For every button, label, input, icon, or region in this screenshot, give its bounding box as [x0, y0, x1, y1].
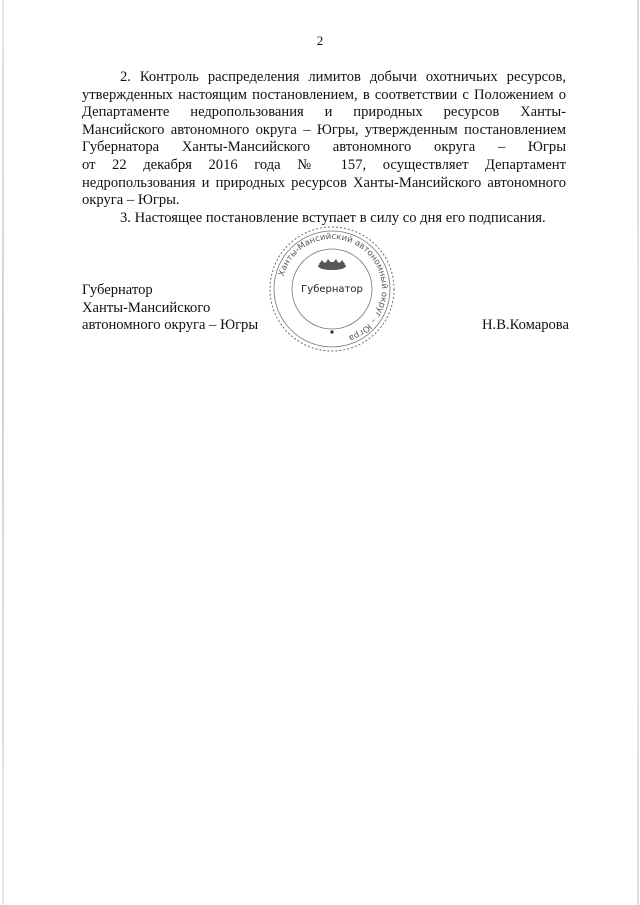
scan-edge-left	[2, 0, 4, 905]
emblem-icon	[318, 259, 346, 270]
seal-ring-text: Ханты-Мансийский автономный округ – Югра	[276, 231, 390, 343]
seal-star-icon	[330, 330, 333, 333]
official-seal	[267, 224, 397, 354]
paragraph-2-line: Департаменте недропользования и природных ресурсов Ханты-	[82, 104, 566, 121]
page-number: 2	[316, 33, 324, 48]
seal-center-text: Губернатор	[301, 284, 363, 295]
paragraph-2-line: недропользования и природных ресурсов Ханты-Мансийского автономного	[82, 174, 566, 191]
scan-edge-right	[637, 0, 639, 905]
paragraph-2-line: Губернатора Ханты-Мансийского автономного округа – Югры	[82, 139, 566, 156]
paragraph-2-line: 2. Контроль распределения лимитов добычи охотничьих ресурсов,	[120, 69, 566, 85]
signer-title-line: Губернатор	[82, 282, 153, 298]
signer-title-line: автономного округа – Югры	[82, 317, 259, 334]
paragraph-2-line: Мансийского автономного округа – Югры, утвержденным постановлением	[82, 121, 566, 138]
paragraph-2-line: от 22 декабря 2016 года № 157, осуществляет Департамент	[82, 156, 566, 173]
paragraph-2	[82, 69, 566, 210]
signer-title-line: Ханты-Мансийского	[82, 299, 211, 316]
signer-name: Н.В.Комарова	[482, 317, 569, 333]
paragraph-2-line: утвержденных настоящим постановлением, в соответствии с Положением о	[82, 86, 566, 103]
paragraph-2-line: округа – Югры.	[82, 192, 180, 209]
paragraph-3-line: 3. Настоящее постановление вступает в силу со дня его подписания.	[120, 210, 546, 226]
signer-title	[82, 282, 258, 335]
